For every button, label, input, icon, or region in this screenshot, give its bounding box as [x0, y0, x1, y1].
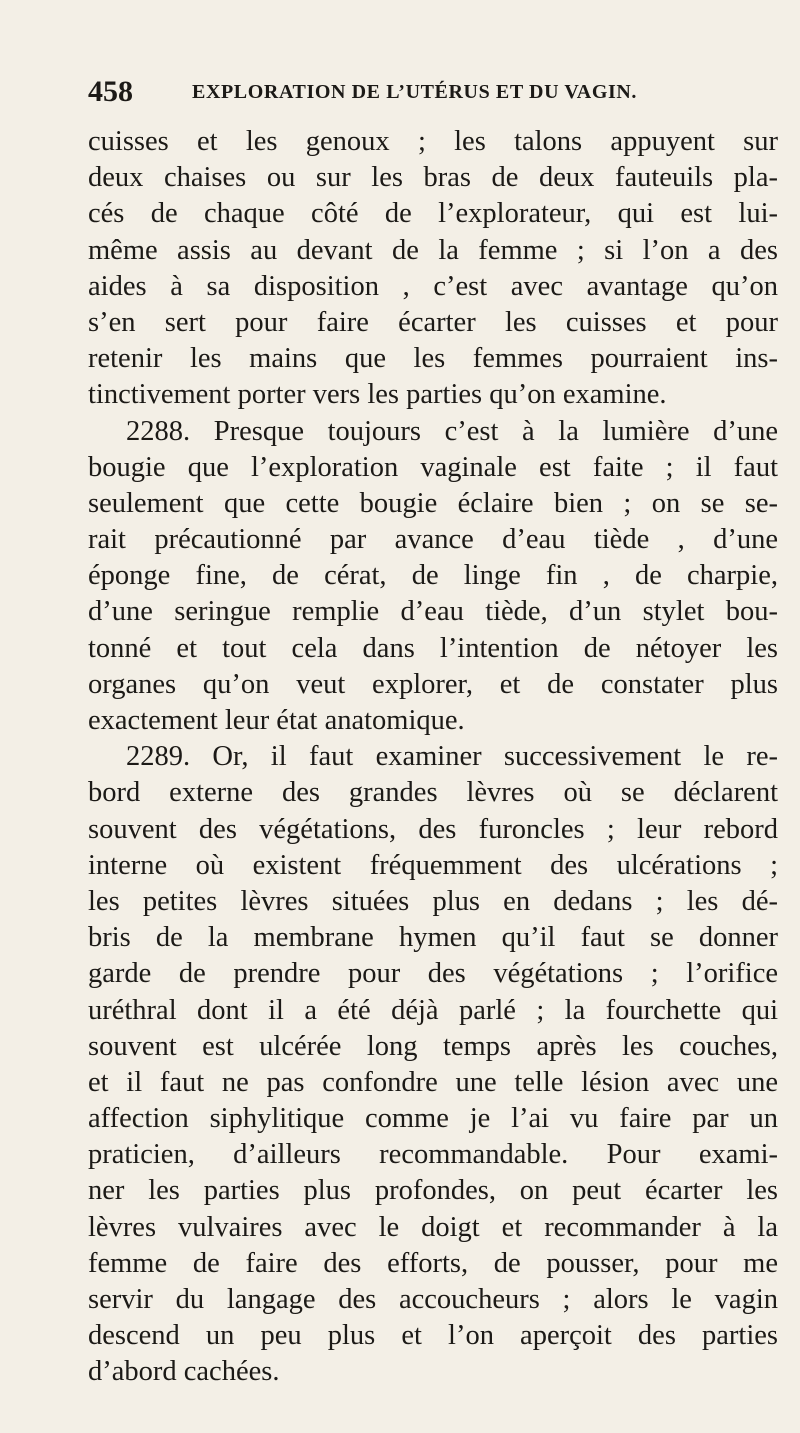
text-line: deux chaises ou sur les bras de deux fauteuils pla- [88, 162, 778, 194]
text-line: uréthral dont il a été déjà parlé ; la fourchette qui [88, 994, 778, 1026]
text-line: interne où existent fréquemment des ulcérations ; [88, 849, 778, 881]
text-line: descend un peu plus et l’on aperçoit des parties [88, 1320, 778, 1352]
text-line: d’une seringue remplie d’eau tiède, d’un stylet bou- [88, 596, 778, 628]
text-line: aides à sa disposition , c’est avec avantage qu’on [88, 270, 778, 302]
text-line: les petites lèvres situées plus en dedans ; les dé- [88, 885, 778, 917]
paragraph-2289-start: 2289. Or, il faut examiner successivement le re- [126, 741, 778, 773]
text-line: et il faut ne pas confondre une telle lésion avec une [88, 1066, 778, 1098]
text-line: bris de la membrane hymen qu’il faut se donner [88, 922, 778, 954]
text-line: souvent des végétations, des furoncles ; leur rebord [88, 813, 778, 845]
text-line: organes qu’on veut explorer, et de constater plus [88, 668, 778, 700]
page-number: 458 [88, 75, 133, 108]
text-line: affection siphylitique comme je l’ai vu faire par un [88, 1103, 778, 1135]
text-line: seulement que cette bougie éclaire bien ; on se se- [88, 487, 778, 519]
text-line: d’abord cachées. [88, 1356, 280, 1388]
text-line: bord externe des grandes lèvres où se déclarent [88, 777, 778, 809]
text-line: femme de faire des efforts, de pousser, pour me [88, 1247, 778, 1279]
text-line: lèvres vulvaires avec le doigt et recommander à la [88, 1211, 778, 1243]
text-line: s’en sert pour faire écarter les cuisses et pour [88, 306, 778, 338]
body-text [88, 124, 778, 1391]
running-head: EXPLORATION DE L’UTÉRUS ET DU VAGIN. [192, 81, 638, 103]
text-line: cuisses et les genoux ; les talons appuyent sur [88, 126, 778, 157]
text-line: rait précautionné par avance d’eau tiède , d’une [88, 524, 778, 556]
paragraph-2288-start: 2288. Presque toujours c’est à la lumière d’une [126, 415, 778, 447]
text-line: tonné et tout cela dans l’intention de nétoyer les [88, 632, 778, 664]
text-line: souvent est ulcérée long temps après les couches, [88, 1030, 778, 1062]
page-header [88, 68, 778, 116]
text-line: bougie que l’exploration vaginale est faite ; il faut [88, 451, 778, 483]
text-line: servir du langage des accoucheurs ; alors le vagin [88, 1284, 778, 1315]
text-line: retenir les mains que les femmes pourraient ins- [88, 343, 778, 375]
text-line: éponge fine, de cérat, de linge fin , de charpie, [88, 560, 778, 592]
text-line: tinctivement porter vers les parties qu’on examine. [88, 379, 667, 411]
text-line: cés de chaque côté de l’explorateur, qui est lui- [88, 198, 778, 230]
text-line: ner les parties plus profondes, on peut écarter les [88, 1175, 778, 1207]
text-line: exactement leur état anatomique. [88, 705, 465, 736]
text-line: même assis au devant de la femme ; si l’on a des [88, 234, 778, 266]
text-line: garde de prendre pour des végétations ; l’orifice [88, 958, 778, 990]
text-line: praticien, d’ailleurs recommandable. Pour exami- [88, 1139, 778, 1171]
